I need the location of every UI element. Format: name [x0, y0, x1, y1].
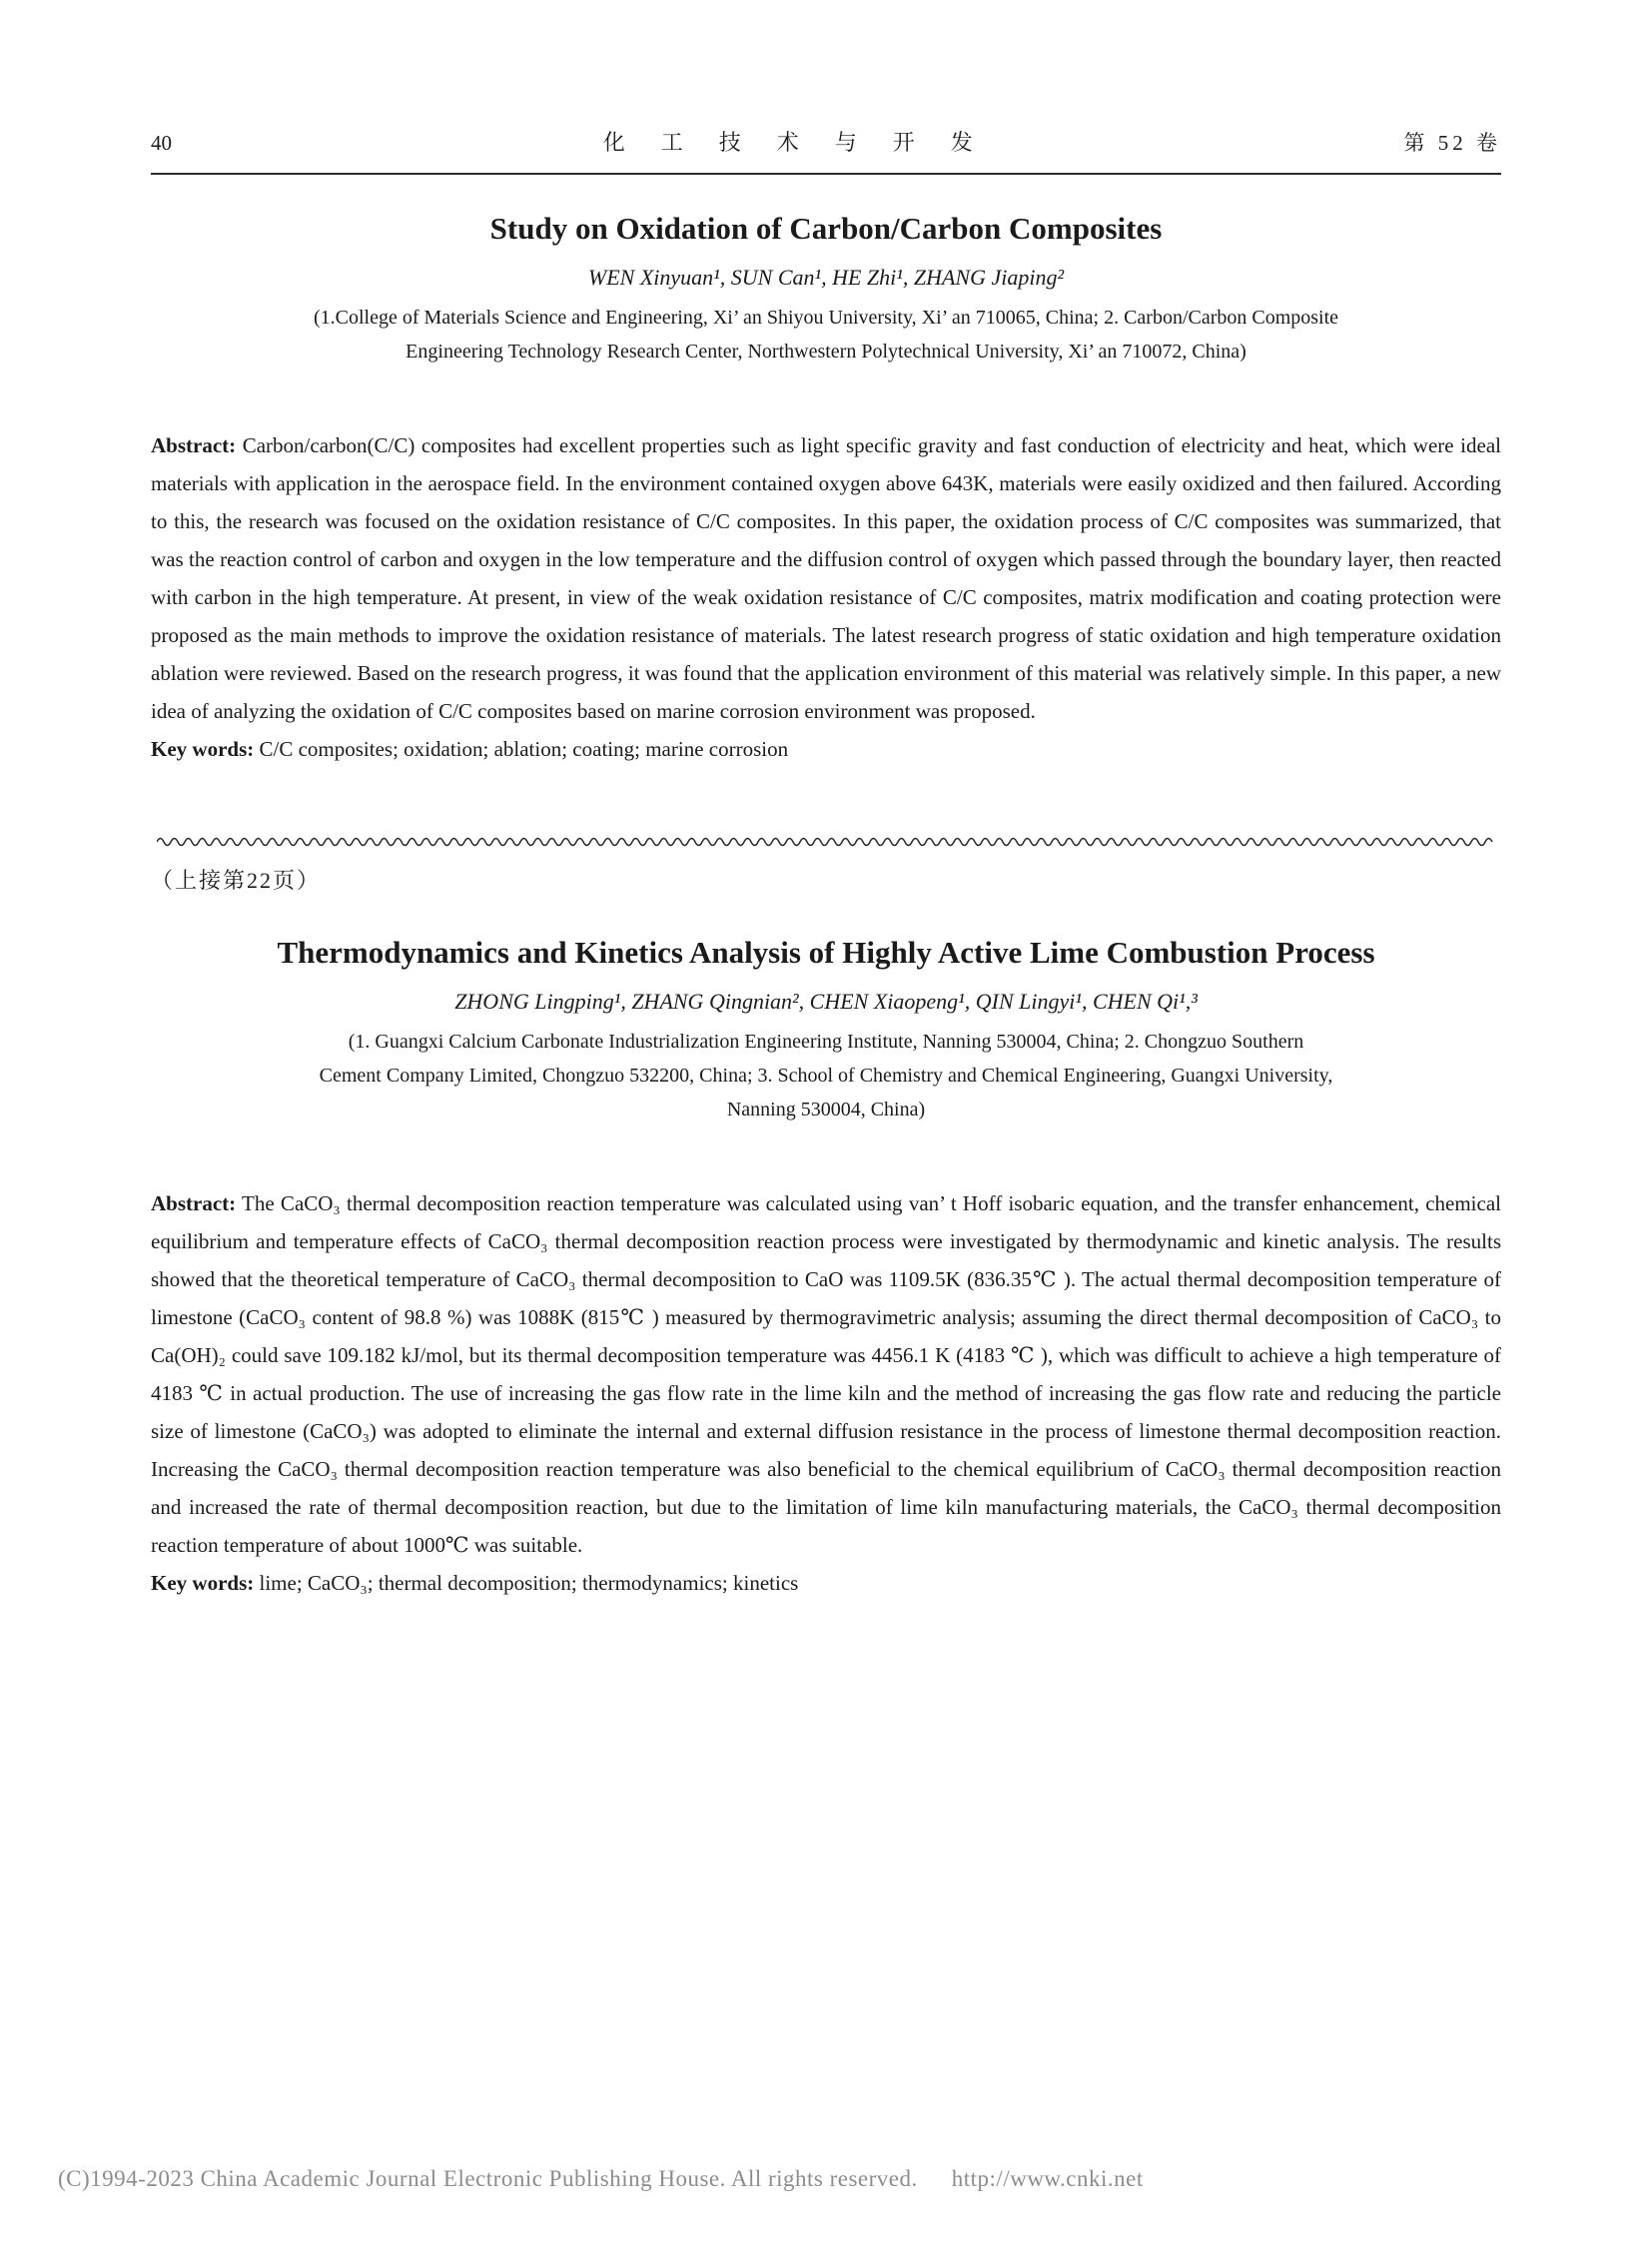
- affiliation-line: (1.College of Materials Science and Engineering, Xi’ an Shiyou University, Xi’ an 710065, China; 2. Carbon/Carbon Composite: [313, 307, 1339, 329]
- abstract-text: Carbon/carbon(C/C) composites had excellent properties such as light specific gravity and fast conduction of electricity and heat, which were ideal materials with application in the aerospace field. In the environment contained oxygen above 643K, materials were easily oxidized and then failured. According to this, the research was focused on the oxidation resistance of C/C composites. In this paper, the oxidation process of C/C composites was summarized, that was the reaction control of carbon and oxygen in the low temperature and the diffusion control of oxygen which passed through the boundary layer, then reacted with carbon in the high temperature. At present, in view of the weak oxidation resistance of C/C composites, matrix modification and coating protection were proposed as the main methods to improve the oxidation resistance of materials. The latest research progress of static oxidation and high temperature oxidation ablation were reviewed. Based on the research progress, it was found that the application environment of this material was relatively simple. In this paper, a new idea of analyzing the oxidation of C/C composites based on marine corrosion environment was proposed.: [151, 433, 1501, 723]
- keywords-label: Key words:: [151, 1571, 255, 1595]
- article-1-abstract: [151, 426, 1501, 730]
- keywords-text: lime; CaCO₃; thermal decomposition; thermodynamics; kinetics: [254, 1571, 799, 1595]
- abstract-label: Abstract:: [151, 433, 237, 457]
- article-2: [151, 933, 1501, 1602]
- affiliation-line: (1. Guangxi Calcium Carbonate Industrialization Engineering Institute, Nanning 530004, China; 2. Chongzuo Southern: [348, 1031, 1304, 1053]
- footer-copyright: (C)1994-2023 China Academic Journal Electronic Publishing House. All rights reserved.: [58, 2166, 918, 2191]
- article-1-title: Study on Oxidation of Carbon/Carbon Composites: [489, 211, 1163, 246]
- article-1-affiliation: [151, 301, 1501, 369]
- keywords-text: C/C composites; oxidation; ablation; coating; marine corrosion: [254, 737, 789, 761]
- article-1-authors: WEN Xinyuan¹, SUN Can¹, HE Zhi¹, ZHANG Jiaping²: [587, 265, 1065, 290]
- affiliation-line: Cement Company Limited, Chongzuo 532200, China; 3. School of Chemistry and Chemical Engineering, Guangxi University,: [319, 1065, 1333, 1087]
- page-number: 40: [151, 131, 172, 155]
- article-1-keywords: [151, 730, 1501, 768]
- volume-label: 第 52 卷: [1403, 131, 1501, 155]
- abstract-label: Abstract:: [151, 1191, 237, 1215]
- footer-url: http://www.cnki.net: [951, 2166, 1144, 2191]
- article-2-keywords: [151, 1564, 1501, 1602]
- keywords-label: Key words:: [151, 737, 255, 761]
- article-2-abstract: [151, 1184, 1501, 1564]
- wavy-divider: [151, 834, 1501, 848]
- page-footer: [58, 2166, 1144, 2192]
- affiliation-line: Nanning 530004, China): [726, 1099, 926, 1121]
- article-2-authors: ZHONG Lingping¹, ZHANG Qingnian², CHEN Xiaopeng¹, QIN Lingyi¹, CHEN Qi¹,³: [454, 989, 1198, 1014]
- wavy-divider-path: [157, 839, 1492, 846]
- affiliation-line: Engineering Technology Research Center, Northwestern Polytechnical University, Xi’ an 710072, China): [406, 341, 1246, 363]
- article-2-affiliation: [151, 1025, 1501, 1126]
- abstract-text: The CaCO₃ thermal decomposition reaction temperature was calculated using van’ t Hoff isobaric equation, and the transfer enhancement, chemical equilibrium and temperature effects of CaCO₃ thermal decomposition reaction process were investigated by thermodynamic and kinetic analysis. The results showed that the theoretical temperature of CaCO₃ thermal decomposition to CaO was 1109.5K (836.35℃ ). The actual thermal decomposition temperature of limestone (CaCO₃ content of 98.8 %) was 1088K (815℃ ) measured by thermogravimetric analysis; assuming the direct thermal decomposition of CaCO₃ to Ca(OH)₂ could save 109.182 kJ/mol, but its thermal decomposition temperature was 4456.1 K (4183 ℃ ), which was difficult to achieve a high temperature of 4183 ℃ in actual production. The use of increasing the gas flow rate in the lime kiln and the method of increasing the gas flow rate and reducing the particle size of limestone (CaCO₃) was adopted to eliminate the internal and external diffusion resistance in the process of limestone thermal decomposition reaction. Increasing the CaCO₃ thermal decomposition reaction temperature was also beneficial to the chemical equilibrium of CaCO₃ thermal decomposition reaction and increased the rate of thermal decomposition reaction, but due to the limitation of lime kiln manufacturing materials, the CaCO₃ thermal decomposition reaction temperature of about 1000℃ was suitable.: [151, 1191, 1501, 1557]
- article-2-title: Thermodynamics and Kinetics Analysis of Highly Active Lime Combustion Process: [277, 935, 1375, 970]
- continuation-note: （上接第22页）: [151, 868, 322, 893]
- article-1: [151, 209, 1501, 768]
- journal-title: 化工技术与开发: [602, 130, 1009, 155]
- page-header: [151, 0, 1501, 175]
